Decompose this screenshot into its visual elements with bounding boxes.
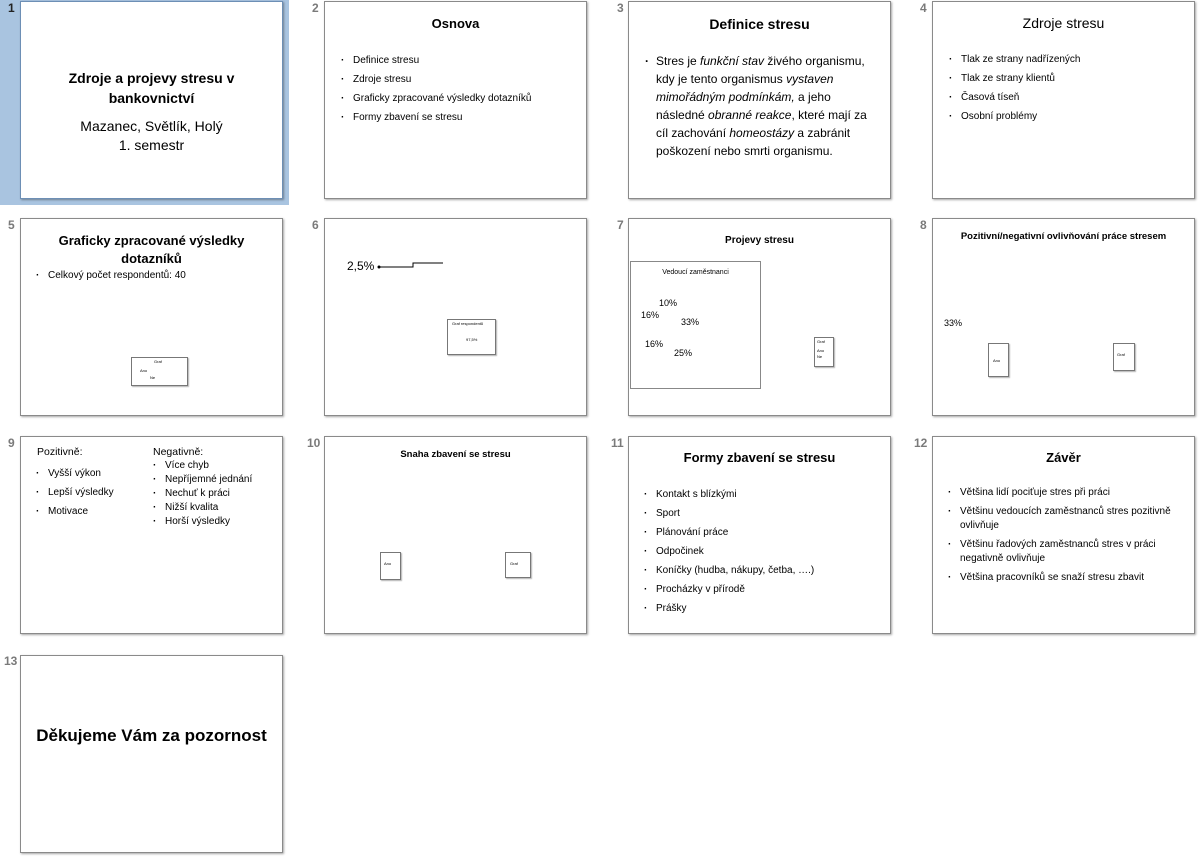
list-item: · Většinu vedoucích zaměstnanců stres pozitivně ovlivňuje [946,505,1176,533]
slide-number: 8 [920,218,927,232]
slide-thumbnail-5[interactable] [20,218,283,416]
slide-title: Graficky zpracované výsledky dotazníků [58,233,245,266]
list-item: · Definice stresu [339,51,531,70]
data-label: 16% [645,339,664,349]
list-item: · Tlak ze strany nadřízených [947,50,1081,69]
chart-placeholder: Graf respondentů 97,5% [447,319,496,355]
slide-number: 4 [920,1,927,15]
chart-placeholder: Graf [1113,343,1135,371]
data-label: 16% [641,310,660,320]
slide-number: 6 [312,218,319,232]
bullet-list [947,50,1081,126]
slide-number: 11 [611,436,624,450]
slide-number: 12 [914,436,928,450]
slide-thumbnail-6[interactable] [324,218,587,416]
slide-title: Formy zbavení se stresu [683,450,836,465]
bullet-list [34,269,186,283]
slide-title: Osnova [431,16,480,31]
list-item: · Většinu řadových zaměstnanců stres v práci negativně ovlivňuje [946,538,1176,566]
data-label: 33% [681,317,700,327]
chart-placeholder: Graf Ano Ne [814,337,834,367]
slide-thumbnail-9[interactable] [20,436,283,634]
slide-thumbnail-3[interactable] [628,1,891,199]
bullet-list [642,485,814,618]
list-item: · Motivace [34,502,114,521]
slide-thumbnail-8[interactable] [932,218,1195,416]
slide-title: Zdroje a projevy stresu v bankovnictví [68,70,235,106]
slide-thumbnail-2[interactable] [324,1,587,199]
list-item: · Většina lidí pociťuje stres při práci [946,486,1176,500]
chart-placeholder: Graf Ano Ne [131,357,188,386]
list-item: · Zdroje stresu [339,70,531,89]
list-item: · Lepší výsledky [34,483,114,502]
slide-thumbnail-4[interactable] [932,1,1195,199]
slide-thumbnail-7[interactable] [628,218,891,416]
list-item: · Většina pracovníků se snaží stresu zbavit [946,571,1176,585]
list-item: · Časová tíseň [947,88,1081,107]
slide-authors: Mazanec, Světlík, Holý [80,118,223,134]
data-label: 10% [659,298,678,308]
list-item: · Více chyb [151,459,252,473]
list-item: · Nepříjemné jednání [151,473,252,487]
slide-number: 3 [617,1,624,15]
slide-title: Projevy stresu [725,235,794,246]
list-item: · Horší výsledky [151,515,252,529]
bullet-list [339,51,531,127]
leader-line [375,259,447,271]
list-item: · Koníčky (hudba, nákupy, četba, ….) [642,561,814,580]
list-item: · Osobní problémy [947,107,1081,126]
list-item: · Vyšší výkon [34,464,114,483]
slide-number: 1 [8,1,15,15]
slide-thumbnail-10[interactable] [324,436,587,634]
chart-placeholder: Graf [505,552,531,578]
positive-heading: Pozitivně: [37,446,83,458]
slide-number: 13 [4,654,18,668]
definition-text: · Stres je funkční stav živého organismu, kdy je tento organismus vystaven mimořádným podmínkám, a jeho následné obranné reakce, které mají za cíl zachování homeostázy a zabránit poškození nebo smrti organismu. [645,54,867,158]
slide-number: 5 [8,218,15,232]
pie-chart-frame [630,261,761,389]
list-item: · Procházky v přírodě [642,580,814,599]
bullet-list [946,486,1176,585]
slide-title: Snaha zbavení se stresu [400,449,511,460]
slide-title: Závěr [1046,450,1081,465]
list-item: · Formy zbavení se stresu [339,108,531,127]
list-item: · Nechuť k práci [151,487,252,501]
list-item: · Celkový počet respondentů: 40 [34,269,186,283]
slide-title: Zdroje stresu [1022,15,1105,31]
positive-list [34,464,114,521]
list-item: · Nižší kvalita [151,501,252,515]
slide-semester: 1. semestr [118,137,185,153]
negative-list [151,459,252,529]
data-label: 33% [944,318,963,328]
list-item: · Kontakt s blízkými [642,485,814,504]
list-item: · Sport [642,504,814,523]
slide-thumbnail-1[interactable] [20,1,283,199]
slide-number: 7 [617,218,624,232]
list-item: · Plánování práce [642,523,814,542]
negative-heading: Negativně: [153,446,204,458]
chart-title: Vedoucí zaměstnanci [662,269,729,276]
list-item: · Odpočinek [642,542,814,561]
slide-number: 9 [8,436,15,450]
chart-placeholder: Ano [988,343,1009,377]
slide-thumbnail-11[interactable] [628,436,891,634]
slide-title: Pozitivní/negativní ovlivňování práce stresem [960,231,1167,242]
chart-placeholder: Ano [380,552,401,580]
list-item: · Graficky zpracované výsledky dotazníků [339,89,531,108]
list-item: · Tlak ze strany klientů [947,69,1081,88]
data-label: 2,5% [347,259,375,273]
slide-thumbnail-13[interactable] [20,655,283,853]
slide-thumbnail-12[interactable] [932,436,1195,634]
data-label: 25% [674,348,693,358]
list-item: · Prášky [642,599,814,618]
slide-number: 10 [307,436,321,450]
slide-title: Děkujeme Vám za pozornost [36,726,267,745]
slide-number: 2 [312,1,319,15]
slide-title: Definice stresu [709,16,810,32]
